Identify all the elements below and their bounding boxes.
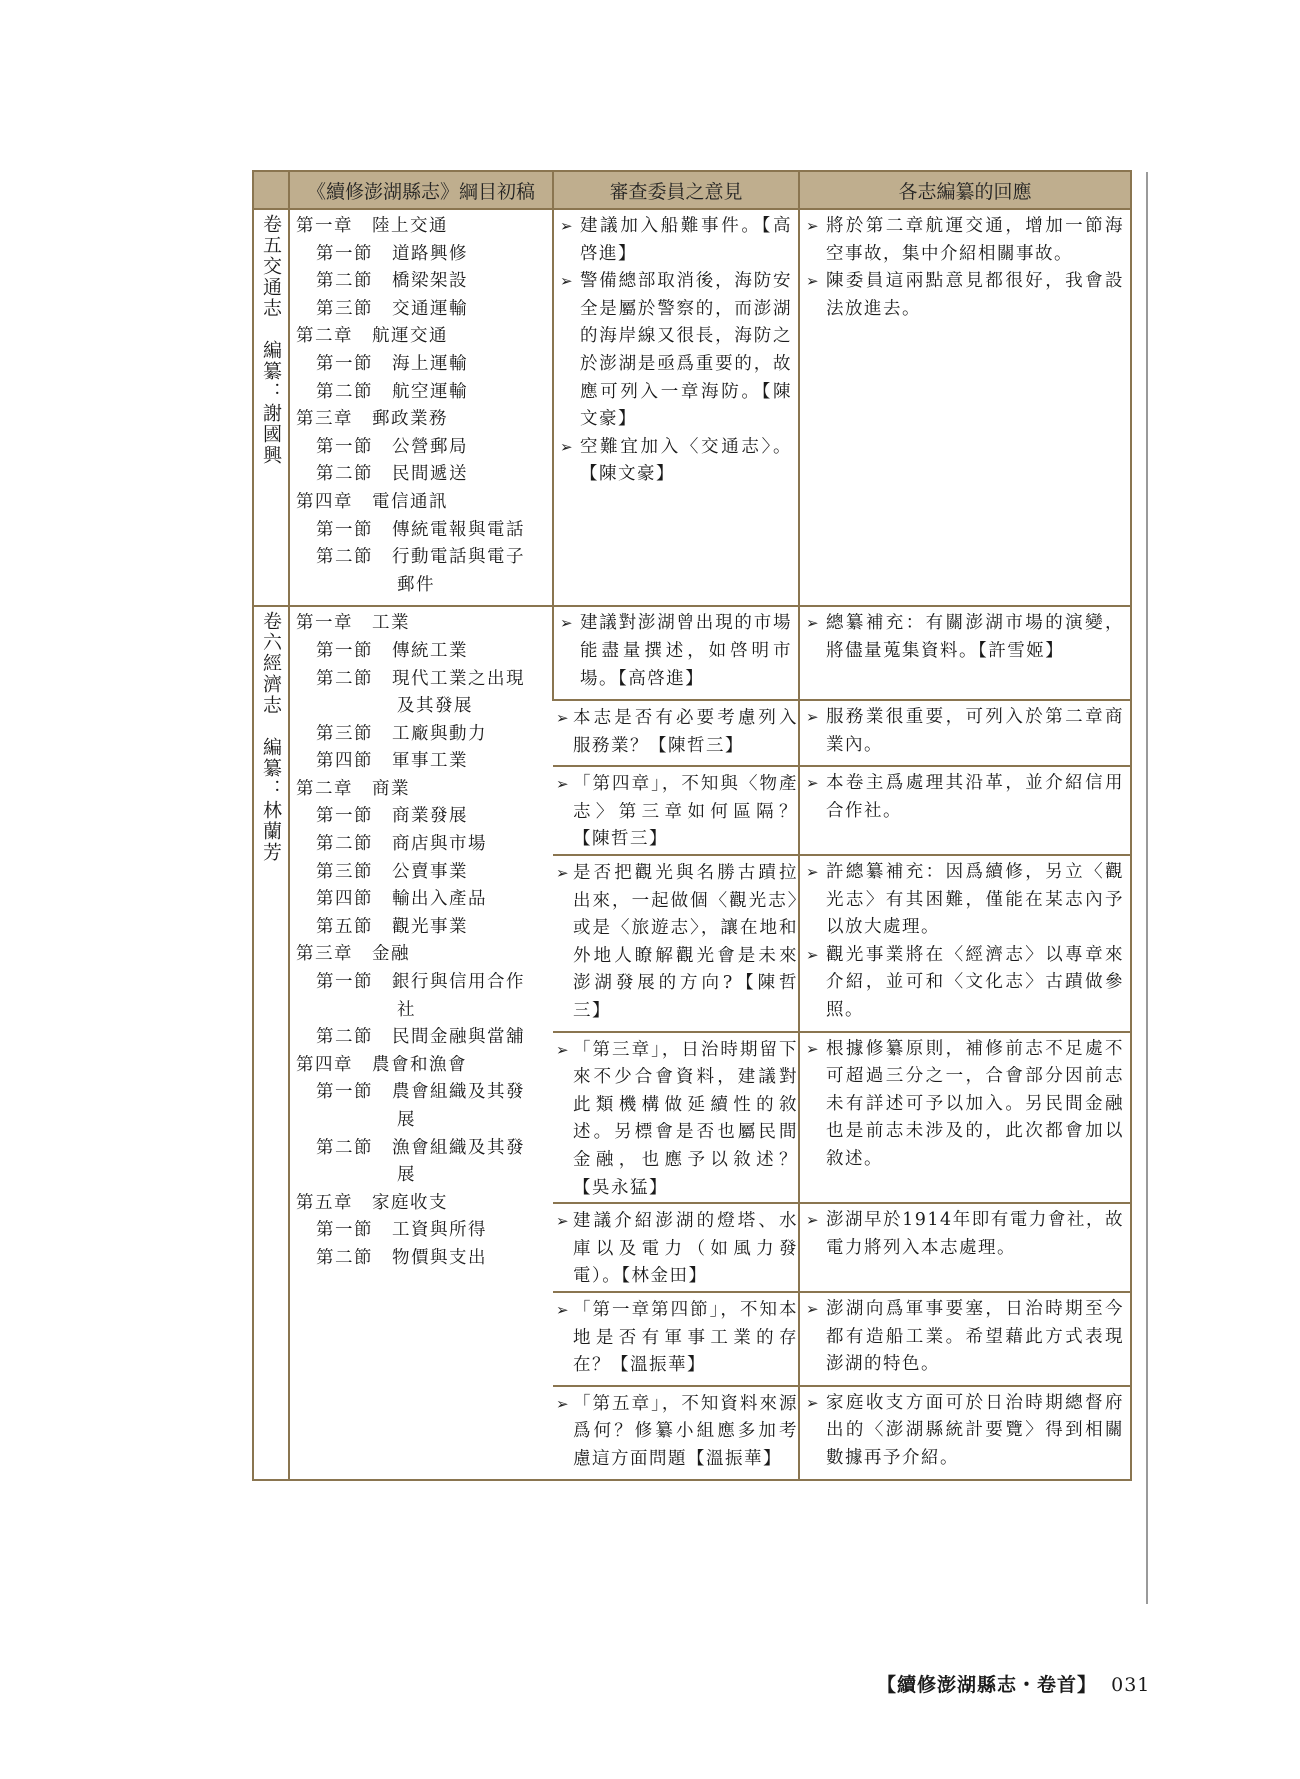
opinion-item <box>553 1391 798 1474</box>
table-row <box>253 209 1131 606</box>
response-item <box>806 1390 1124 1473</box>
response-text: 本卷主爲處理其沿革，並介紹信用合作社。 <box>826 773 1124 821</box>
volume-cell <box>253 606 289 1479</box>
response-item <box>806 213 1124 268</box>
outline-section: 第一節 工資與所得 <box>316 1220 487 1241</box>
arrow-bullet-icon: ➢ <box>560 272 575 291</box>
outline-section: 第三節 公賣事業 <box>316 861 468 882</box>
outline-section: 第五節 觀光事業 <box>316 916 468 937</box>
outline-cell <box>289 209 553 606</box>
opinion-text: 建議加入船難事件。【高啓進】 <box>580 216 792 264</box>
response-cell <box>799 766 1131 855</box>
arrow-bullet-icon: ➢ <box>806 1211 821 1230</box>
outline-section: 第一節 銀行與信用合作 <box>316 972 525 993</box>
opinion-item <box>553 860 798 1026</box>
arrow-bullet-icon: ➢ <box>806 1039 821 1058</box>
outline-section: 第一節 傳統電報與電話 <box>316 519 525 540</box>
response-item <box>806 610 1124 665</box>
table-row <box>253 606 1131 700</box>
arrow-bullet-icon: ➢ <box>555 1300 571 1319</box>
outline-section: 第四節 軍事工業 <box>316 751 468 772</box>
arrow-bullet-icon: ➢ <box>806 217 821 235</box>
opinion-text: 本志是否有必要考慮列入服務業？【陳哲三】 <box>573 708 798 756</box>
outline-chapter: 第一章 工業 <box>296 613 410 634</box>
table-header-row <box>253 171 1131 209</box>
opinion-item <box>560 213 792 268</box>
response-text: 家庭收支方面可於日治時期總督府出的〈澎湖縣統計要覽〉得到相關數據再予介紹。 <box>826 1392 1124 1468</box>
response-cell <box>799 209 1131 606</box>
outline-chapter: 第五章 家庭收支 <box>296 1192 448 1213</box>
arrow-bullet-icon: ➢ <box>555 775 571 794</box>
outline-chapter: 第四章 電信通訊 <box>296 491 448 512</box>
response-cell <box>799 1203 1131 1292</box>
outline-section: 第一節 商業發展 <box>316 806 468 827</box>
arrow-bullet-icon: ➢ <box>806 774 821 793</box>
opinion-item <box>553 1297 798 1380</box>
opinion-item <box>553 771 798 854</box>
outline-continuation: 展 <box>397 1110 416 1130</box>
response-item <box>806 942 1124 1025</box>
response-cell <box>799 855 1131 1032</box>
opinion-cell <box>553 1292 799 1386</box>
response-item <box>806 704 1124 759</box>
arrow-bullet-icon: ➢ <box>555 1212 571 1231</box>
opinion-cell <box>553 1203 799 1292</box>
arrow-bullet-icon: ➢ <box>806 945 821 964</box>
outline-section: 第三節 交通運輸 <box>316 298 468 319</box>
header-volume <box>253 171 289 209</box>
review-table <box>252 170 1132 1481</box>
response-item <box>806 1207 1124 1262</box>
opinion-item <box>560 268 792 434</box>
outline-section: 第一節 道路興修 <box>316 243 468 264</box>
arrow-bullet-icon: ➢ <box>806 1393 821 1412</box>
response-cell <box>799 606 1131 700</box>
response-item <box>806 1296 1124 1379</box>
opinion-text: 「第四章」，不知與〈物產志〉第三章如何區隔？【陳哲三】 <box>573 774 798 850</box>
outline-chapter: 第三章 金融 <box>296 944 410 965</box>
opinion-item <box>553 705 798 760</box>
outline-section: 第四節 輸出入產品 <box>316 889 487 910</box>
arrow-bullet-icon: ➢ <box>806 708 821 727</box>
arrow-bullet-icon: ➢ <box>806 614 821 633</box>
opinion-cell <box>553 1386 799 1480</box>
outline-section: 第二節 民間金融與當舖 <box>316 1027 525 1048</box>
arrow-bullet-icon: ➢ <box>555 1040 571 1059</box>
response-cell <box>799 1386 1131 1480</box>
volume-cell <box>253 209 289 606</box>
arrow-bullet-icon: ➢ <box>560 437 575 456</box>
opinion-text: 警備總部取消後，海防安全是屬於警察的，而澎湖的海岸線又很長，海防之於澎湖是亟爲重要的，故應可列入一章海防。【陳文豪】 <box>580 271 792 430</box>
response-item <box>806 1036 1124 1174</box>
footer-page-number: 031 <box>1111 1674 1151 1696</box>
response-text: 根據修纂原則，補修前志不足處不可超過三分之一，合會部分因前志未有詳述可予以加入。另民間金融也是前志未涉及的，此次都會加以敘述。 <box>826 1038 1124 1169</box>
opinion-item <box>553 1208 798 1291</box>
footer-book-title: 【續修澎湖縣志・卷首】 <box>877 1674 1098 1696</box>
outline-section: 第二節 現代工業之出現 <box>316 668 525 689</box>
outline-section: 第二節 漁會組織及其發 <box>316 1137 525 1158</box>
response-text: 服務業很重要，可列入於第二章商業內。 <box>826 707 1124 755</box>
outline-section: 第二節 橋梁架設 <box>316 271 468 292</box>
outline-chapter: 第一章 陸上交通 <box>296 216 448 236</box>
opinion-item <box>560 610 792 693</box>
arrow-bullet-icon: ➢ <box>555 1394 571 1413</box>
outline-chapter: 第二章 航運交通 <box>296 326 448 347</box>
response-text: 陳委員這兩點意見都很好，我會設法放進去。 <box>826 271 1124 319</box>
opinion-text: 建議對澎湖曾出現的市場能盡量撰述，如啓明市場。【高啓進】 <box>580 613 792 689</box>
outline-continuation: 展 <box>397 1165 416 1186</box>
opinion-cell <box>553 1032 799 1204</box>
response-text: 總纂補充：有關澎湖市場的演變，將儘量蒐集資料。【許雪姬】 <box>826 613 1124 661</box>
opinion-text: 「第五章」，不知資料來源爲何？修纂小組應多加考慮這方面問題【溫振華】 <box>573 1393 798 1469</box>
outline-section: 第二節 航空運輸 <box>316 381 468 402</box>
page-footer <box>877 1670 1150 1697</box>
response-text: 觀光事業將在〈經濟志〉以專章來介紹，並可和〈文化志〉古蹟做參照。 <box>826 944 1124 1021</box>
opinion-cell <box>553 209 799 606</box>
arrow-bullet-icon: ➢ <box>555 864 571 883</box>
response-text: 將於第二章航運交通，增加一節海空事故，集中介紹相關事故。 <box>826 216 1124 264</box>
arrow-bullet-icon: ➢ <box>560 614 575 633</box>
arrow-bullet-icon: ➢ <box>560 217 575 235</box>
arrow-bullet-icon: ➢ <box>555 709 571 728</box>
outline-continuation: 郵件 <box>397 574 435 595</box>
response-item <box>806 268 1124 323</box>
response-cell <box>799 1032 1131 1204</box>
response-item <box>806 770 1124 825</box>
arrow-bullet-icon: ➢ <box>806 863 821 882</box>
header-responses: 各志編纂的回應 <box>799 171 1131 209</box>
outline-section: 第二節 民間遞送 <box>316 464 468 485</box>
outline-continuation: 及其發展 <box>397 696 473 717</box>
outline-cell <box>289 606 553 1479</box>
opinion-cell <box>553 700 799 766</box>
outline-section: 第一節 傳統工業 <box>316 640 468 661</box>
page-side-rule <box>1146 172 1148 1604</box>
outline-section: 第三節 工廠與動力 <box>316 723 487 744</box>
arrow-bullet-icon: ➢ <box>806 272 821 291</box>
outline-section: 第一節 海上運輸 <box>316 353 468 374</box>
outline-section: 第一節 公營郵局 <box>316 436 468 457</box>
opinion-item <box>553 1037 798 1203</box>
opinion-cell <box>553 766 799 855</box>
response-text: 澎湖早於1914年即有電力會社，故電力將列入本志處理。 <box>826 1210 1124 1258</box>
response-item <box>806 859 1124 942</box>
arrow-bullet-icon: ➢ <box>806 1299 821 1318</box>
response-cell <box>799 1292 1131 1386</box>
opinion-text: 空難宜加入〈交通志〉。【陳文豪】 <box>580 436 792 485</box>
opinion-text: 「第三章」，日治時期留下來不少合會資料，建議對此類機構做延續性的敘述。另標會是否也屬民間金融，也應予以敘述？【吳永猛】 <box>573 1039 798 1198</box>
outline-section: 第二節 物價與支出 <box>316 1247 487 1268</box>
opinion-item <box>560 434 792 489</box>
opinion-cell <box>553 606 799 700</box>
header-opinions: 審查委員之意見 <box>553 171 799 209</box>
outline-chapter: 第四章 農會和漁會 <box>296 1054 467 1075</box>
volume-label: 卷五交通志 編纂：謝國興 <box>260 214 282 466</box>
outline-continuation: 社 <box>397 999 416 1020</box>
header-outline: 《續修澎湖縣志》綱目初稿 <box>289 171 553 209</box>
outline-section: 第一節 農會組織及其發 <box>316 1082 525 1103</box>
opinion-text: 是否把觀光與名勝古蹟拉出來，一起做個〈觀光志〉或是〈旅遊志〉，讓在地和外地人瞭解觀光會是未來澎湖發展的方向?【陳哲三】 <box>573 863 798 1022</box>
response-text: 許總纂補充：因爲續修，另立〈觀光志〉有其困難，僅能在某志內予以放大處理。 <box>826 862 1124 938</box>
volume-label: 卷六經濟志 編纂：林蘭芳 <box>260 611 282 864</box>
opinion-cell <box>553 855 799 1032</box>
opinion-text: 「第一章第四節」，不知本地是否有軍事工業的存在？【溫振華】 <box>573 1299 798 1376</box>
outline-section: 第二節 行動電話與電子 <box>316 547 525 568</box>
response-cell <box>799 700 1131 766</box>
outline-chapter: 第三章 郵政業務 <box>296 409 448 430</box>
outline-chapter: 第二章 商業 <box>296 778 410 799</box>
outline-section: 第二節 商店與市場 <box>316 834 487 855</box>
opinion-text: 建議介紹澎湖的燈塔、水庫以及電力（如風力發電）。【林金田】 <box>573 1211 798 1287</box>
response-text: 澎湖向爲軍事要塞，日治時期至今都有造船工業。希望藉此方式表現澎湖的特色。 <box>826 1298 1124 1375</box>
